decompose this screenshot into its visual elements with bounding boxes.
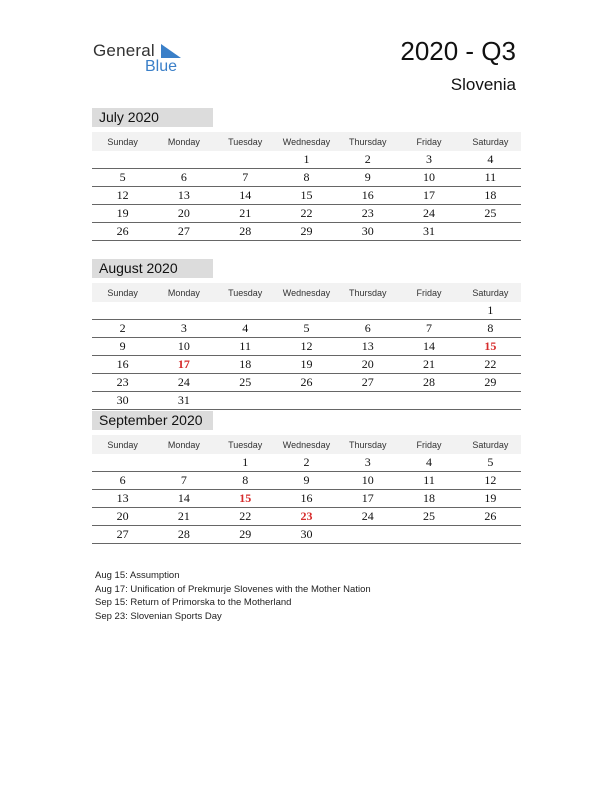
day-cell: 29 bbox=[276, 223, 337, 241]
day-cell: 25 bbox=[215, 374, 276, 392]
weekday-header: Wednesday bbox=[276, 132, 337, 151]
month-label: September 2020 bbox=[92, 411, 213, 430]
empty-day-cell bbox=[92, 151, 153, 169]
weekday-header: Monday bbox=[153, 435, 214, 454]
empty-day-cell bbox=[153, 302, 214, 320]
day-cell: 17 bbox=[398, 187, 459, 205]
day-cell: 22 bbox=[215, 508, 276, 526]
empty-day-cell bbox=[398, 302, 459, 320]
empty-day-cell bbox=[215, 302, 276, 320]
month-july bbox=[92, 108, 521, 241]
weekday-header: Tuesday bbox=[215, 283, 276, 302]
day-cell: 1 bbox=[215, 454, 276, 472]
day-cell: 16 bbox=[92, 356, 153, 374]
day-cell: 9 bbox=[276, 472, 337, 490]
day-cell: 2 bbox=[92, 320, 153, 338]
day-cell: 7 bbox=[153, 472, 214, 490]
week-row bbox=[92, 187, 521, 205]
day-cell: 5 bbox=[460, 454, 521, 472]
weekday-header: Monday bbox=[153, 283, 214, 302]
day-cell: 21 bbox=[398, 356, 459, 374]
day-cell: 10 bbox=[337, 472, 398, 490]
day-cell: 20 bbox=[92, 508, 153, 526]
weekday-header: Saturday bbox=[460, 435, 521, 454]
week-row bbox=[92, 320, 521, 338]
day-cell: 4 bbox=[215, 320, 276, 338]
day-cell: 2 bbox=[276, 454, 337, 472]
page-title: 2020 - Q3 bbox=[400, 36, 516, 66]
empty-day-cell bbox=[215, 151, 276, 169]
day-cell: 30 bbox=[92, 392, 153, 410]
empty-day-cell bbox=[153, 454, 214, 472]
day-cell: 19 bbox=[460, 490, 521, 508]
week-row bbox=[92, 223, 521, 241]
day-cell: 12 bbox=[460, 472, 521, 490]
day-cell: 9 bbox=[337, 169, 398, 187]
day-cell: 12 bbox=[276, 338, 337, 356]
week-row bbox=[92, 338, 521, 356]
week-row bbox=[92, 302, 521, 320]
empty-day-cell bbox=[398, 526, 459, 544]
empty-day-cell bbox=[460, 223, 521, 241]
day-cell: 19 bbox=[276, 356, 337, 374]
logo bbox=[93, 41, 193, 77]
day-cell: 14 bbox=[153, 490, 214, 508]
day-cell: 17 bbox=[337, 490, 398, 508]
day-cell: 6 bbox=[92, 472, 153, 490]
day-cell: 19 bbox=[92, 205, 153, 223]
week-row bbox=[92, 472, 521, 490]
day-cell: 30 bbox=[337, 223, 398, 241]
day-cell: 5 bbox=[92, 169, 153, 187]
weekday-header: Friday bbox=[398, 283, 459, 302]
day-cell: 18 bbox=[215, 356, 276, 374]
day-cell: 13 bbox=[153, 187, 214, 205]
logo-blue-text: Blue bbox=[145, 58, 178, 75]
week-row bbox=[92, 490, 521, 508]
weekday-header: Wednesday bbox=[276, 283, 337, 302]
day-cell: 29 bbox=[215, 526, 276, 544]
day-cell: 11 bbox=[398, 472, 459, 490]
day-cell: 27 bbox=[153, 223, 214, 241]
day-cell: 20 bbox=[337, 356, 398, 374]
day-cell: 15 bbox=[276, 187, 337, 205]
holiday-day-cell: 15 bbox=[460, 338, 521, 356]
weekday-header: Wednesday bbox=[276, 435, 337, 454]
month-label: July 2020 bbox=[92, 108, 213, 127]
empty-day-cell bbox=[337, 302, 398, 320]
holiday-note: Aug 17: Unification of Prekmurje Slovenes with the Mother Nation bbox=[95, 583, 371, 595]
logo-general-text: General bbox=[93, 41, 155, 60]
week-row bbox=[92, 508, 521, 526]
week-row bbox=[92, 205, 521, 223]
day-cell: 24 bbox=[153, 374, 214, 392]
holiday-day-cell: 15 bbox=[215, 490, 276, 508]
day-cell: 5 bbox=[276, 320, 337, 338]
day-cell: 29 bbox=[460, 374, 521, 392]
day-cell: 14 bbox=[215, 187, 276, 205]
day-cell: 26 bbox=[92, 223, 153, 241]
day-cell: 16 bbox=[276, 490, 337, 508]
weekday-header: Thursday bbox=[337, 435, 398, 454]
day-cell: 14 bbox=[398, 338, 459, 356]
weekday-header: Tuesday bbox=[215, 132, 276, 151]
month-label: August 2020 bbox=[92, 259, 213, 278]
day-cell: 22 bbox=[276, 205, 337, 223]
logo-flag-icon bbox=[161, 44, 181, 58]
day-cell: 30 bbox=[276, 526, 337, 544]
week-row bbox=[92, 374, 521, 392]
day-cell: 18 bbox=[460, 187, 521, 205]
day-cell: 8 bbox=[276, 169, 337, 187]
day-cell: 20 bbox=[153, 205, 214, 223]
day-cell: 11 bbox=[215, 338, 276, 356]
day-cell: 12 bbox=[92, 187, 153, 205]
week-row bbox=[92, 356, 521, 374]
day-cell: 21 bbox=[215, 205, 276, 223]
day-cell: 13 bbox=[92, 490, 153, 508]
weekday-header: Friday bbox=[398, 435, 459, 454]
day-cell: 22 bbox=[460, 356, 521, 374]
empty-day-cell bbox=[398, 392, 459, 410]
day-cell: 24 bbox=[337, 508, 398, 526]
day-cell: 8 bbox=[460, 320, 521, 338]
day-cell: 6 bbox=[153, 169, 214, 187]
day-cell: 7 bbox=[215, 169, 276, 187]
empty-day-cell bbox=[92, 302, 153, 320]
weekday-header-row bbox=[92, 132, 521, 151]
weekday-header-row bbox=[92, 435, 521, 454]
week-row bbox=[92, 169, 521, 187]
empty-day-cell bbox=[460, 526, 521, 544]
day-cell: 26 bbox=[460, 508, 521, 526]
day-cell: 3 bbox=[337, 454, 398, 472]
day-cell: 3 bbox=[398, 151, 459, 169]
weekday-header: Sunday bbox=[92, 132, 153, 151]
day-cell: 4 bbox=[460, 151, 521, 169]
holiday-notes bbox=[95, 569, 371, 623]
day-cell: 1 bbox=[276, 151, 337, 169]
day-cell: 1 bbox=[460, 302, 521, 320]
empty-day-cell bbox=[92, 454, 153, 472]
day-cell: 8 bbox=[215, 472, 276, 490]
day-cell: 27 bbox=[337, 374, 398, 392]
day-cell: 10 bbox=[153, 338, 214, 356]
day-cell: 4 bbox=[398, 454, 459, 472]
weekday-header: Tuesday bbox=[215, 435, 276, 454]
weekday-header: Sunday bbox=[92, 435, 153, 454]
day-cell: 28 bbox=[398, 374, 459, 392]
day-cell: 31 bbox=[153, 392, 214, 410]
day-cell: 18 bbox=[398, 490, 459, 508]
week-row bbox=[92, 392, 521, 410]
country-name: Slovenia bbox=[450, 75, 516, 94]
weekday-header: Saturday bbox=[460, 283, 521, 302]
holiday-day-cell: 17 bbox=[153, 356, 214, 374]
weekday-header-row bbox=[92, 283, 521, 302]
holiday-note: Aug 15: Assumption bbox=[95, 570, 180, 581]
day-cell: 25 bbox=[398, 508, 459, 526]
empty-day-cell bbox=[215, 392, 276, 410]
empty-day-cell bbox=[153, 151, 214, 169]
month-september bbox=[92, 411, 521, 544]
day-cell: 23 bbox=[92, 374, 153, 392]
day-cell: 11 bbox=[460, 169, 521, 187]
day-cell: 23 bbox=[337, 205, 398, 223]
empty-day-cell bbox=[337, 526, 398, 544]
day-cell: 3 bbox=[153, 320, 214, 338]
calendar-table bbox=[92, 435, 521, 544]
week-row bbox=[92, 454, 521, 472]
day-cell: 27 bbox=[92, 526, 153, 544]
week-row bbox=[92, 151, 521, 169]
empty-day-cell bbox=[460, 392, 521, 410]
day-cell: 13 bbox=[337, 338, 398, 356]
day-cell: 28 bbox=[215, 223, 276, 241]
empty-day-cell bbox=[276, 302, 337, 320]
day-cell: 16 bbox=[337, 187, 398, 205]
day-cell: 26 bbox=[276, 374, 337, 392]
day-cell: 31 bbox=[398, 223, 459, 241]
empty-day-cell bbox=[276, 392, 337, 410]
weekday-header: Monday bbox=[153, 132, 214, 151]
day-cell: 6 bbox=[337, 320, 398, 338]
day-cell: 7 bbox=[398, 320, 459, 338]
week-row bbox=[92, 526, 521, 544]
weekday-header: Sunday bbox=[92, 283, 153, 302]
weekday-header: Thursday bbox=[337, 283, 398, 302]
day-cell: 10 bbox=[398, 169, 459, 187]
empty-day-cell bbox=[337, 392, 398, 410]
weekday-header: Friday bbox=[398, 132, 459, 151]
calendar-table bbox=[92, 283, 521, 410]
month-august bbox=[92, 259, 521, 410]
holiday-note: Sep 23: Slovenian Sports Day bbox=[95, 610, 222, 622]
day-cell: 2 bbox=[337, 151, 398, 169]
holiday-day-cell: 23 bbox=[276, 508, 337, 526]
weekday-header: Thursday bbox=[337, 132, 398, 151]
day-cell: 9 bbox=[92, 338, 153, 356]
holiday-note: Sep 15: Return of Primorska to the Motherland bbox=[95, 597, 292, 608]
day-cell: 21 bbox=[153, 508, 214, 526]
day-cell: 24 bbox=[398, 205, 459, 223]
day-cell: 25 bbox=[460, 205, 521, 223]
weekday-header: Saturday bbox=[460, 132, 521, 151]
day-cell: 28 bbox=[153, 526, 214, 544]
calendar-table bbox=[92, 132, 521, 241]
